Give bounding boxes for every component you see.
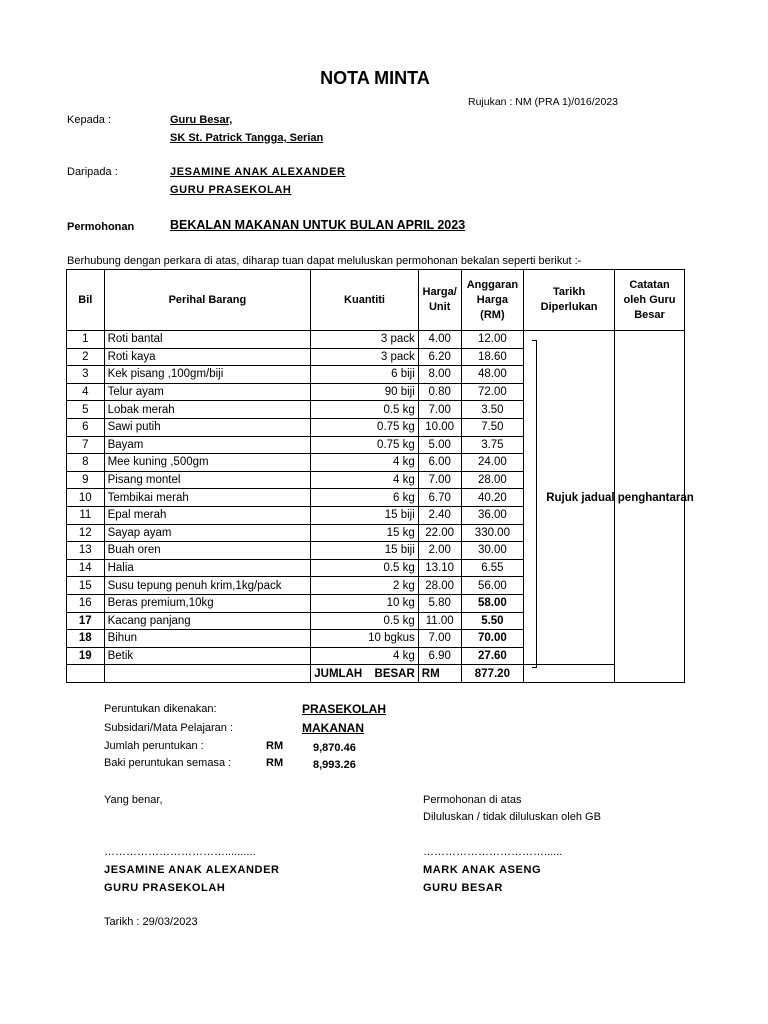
row-budget: 24.00 (461, 454, 524, 472)
row-item: Bayam (104, 436, 311, 454)
header-qty: Kuantiti (311, 270, 419, 331)
allocation-charged-value: PRASEKOLAH (302, 702, 387, 716)
row-item: Pisang montel (104, 471, 311, 489)
row-budget: 28.00 (461, 471, 524, 489)
row-item: Kacang panjang (104, 612, 311, 630)
sign-right-intro1: Permohonan di atas (423, 794, 522, 806)
allocation-subsidy-value: MAKANAN (302, 721, 364, 735)
row-price: 6.90 (418, 647, 461, 665)
row-qty: 4 kg (311, 454, 419, 472)
sign-left-name: JESAMINE ANAK ALEXANDER (104, 864, 280, 876)
gb-note-cell (615, 331, 685, 683)
row-price: 2.40 (418, 506, 461, 524)
from-label: Daripada : (67, 166, 118, 178)
row-budget: 12.00 (461, 331, 524, 349)
row-qty: 0.5 kg (311, 559, 419, 577)
row-bil: 19 (67, 647, 105, 665)
row-qty: 10 kg (311, 594, 419, 612)
row-qty: 0.75 kg (311, 418, 419, 436)
row-price: 8.00 (418, 366, 461, 384)
row-bil: 7 (67, 436, 105, 454)
row-bil: 17 (67, 612, 105, 630)
row-price: 6.00 (418, 454, 461, 472)
delivery-bracket (532, 340, 537, 668)
row-price: 13.10 (418, 559, 461, 577)
row-qty: 3 pack (311, 348, 419, 366)
row-item: Bihun (104, 630, 311, 648)
sign-left-intro: Yang benar, (104, 794, 163, 806)
row-qty: 6 biji (311, 366, 419, 384)
header-price: Harga/ Unit (418, 270, 461, 331)
row-bil: 3 (67, 366, 105, 384)
row-item: Sawi putih (104, 418, 311, 436)
items-table (66, 269, 694, 683)
row-budget: 36.00 (461, 506, 524, 524)
row-bil: 6 (67, 418, 105, 436)
row-bil: 8 (67, 454, 105, 472)
row-qty: 4 kg (311, 471, 419, 489)
row-budget: 48.00 (461, 366, 524, 384)
intro-text: Berhubung dengan perkara di atas, diharap tuan dapat meluluskan permohonan bekalan seperti berikut :- (67, 255, 582, 267)
row-item: Telur ayam (104, 383, 311, 401)
row-price: 7.00 (418, 630, 461, 648)
row-budget: 30.00 (461, 542, 524, 560)
table-header-row (67, 270, 685, 331)
request-subject: BEKALAN MAKANAN UNTUK BULAN APRIL 2023 (170, 218, 466, 232)
row-qty: 2 kg (311, 577, 419, 595)
total-empty-cell (524, 665, 615, 683)
row-price: 28.00 (418, 577, 461, 595)
row-item: Roti kaya (104, 348, 311, 366)
table-row (67, 331, 685, 349)
sign-right-intro2: Diluluskan / tidak diluluskan oleh GB (423, 811, 601, 823)
row-bil: 18 (67, 630, 105, 648)
row-qty: 10 bgkus (311, 630, 419, 648)
request-label: Permohonan (67, 221, 135, 233)
row-budget: 72.00 (461, 383, 524, 401)
row-budget: 3.75 (461, 436, 524, 454)
row-qty: 15 kg (311, 524, 419, 542)
row-item: Tembikai merah (104, 489, 311, 507)
delivery-note: Rujuk jadual penghantaran (524, 331, 615, 665)
row-item: Lobak merah (104, 401, 311, 419)
row-item: Halia (104, 559, 311, 577)
row-item: Mee kuning ,500gm (104, 454, 311, 472)
header-bil: Bil (67, 270, 105, 331)
sign-right-title: GURU BESAR (423, 882, 503, 894)
row-price: 2.00 (418, 542, 461, 560)
row-bil: 2 (67, 348, 105, 366)
row-qty: 0.75 kg (311, 436, 419, 454)
row-item: Kek pisang ,100gm/biji (104, 366, 311, 384)
row-price: 5.00 (418, 436, 461, 454)
total-label-2: BESAR (374, 667, 415, 680)
row-qty: 15 biji (311, 506, 419, 524)
allocation-balance-rm: RM (266, 757, 284, 769)
row-bil: 12 (67, 524, 105, 542)
row-budget: 18.60 (461, 348, 524, 366)
row-price: 6.20 (418, 348, 461, 366)
row-price: 22.00 (418, 524, 461, 542)
from-line2: GURU PRASEKOLAH (170, 184, 292, 196)
total-label (311, 665, 419, 683)
row-item: Epal merah (104, 506, 311, 524)
row-bil: 5 (67, 401, 105, 419)
row-budget: 70.00 (461, 630, 524, 648)
to-label: Kepada : (67, 114, 112, 126)
row-price: 10.00 (418, 418, 461, 436)
sign-right-name: MARK ANAK ASENG (423, 864, 542, 876)
from-line1: JESAMINE ANAK ALEXANDER (170, 166, 346, 178)
row-item: Sayap ayam (104, 524, 311, 542)
row-budget: 40.20 (461, 489, 524, 507)
date-text: Tarikh : 29/03/2023 (104, 916, 198, 928)
sign-left-dots: …………………………….......... (104, 846, 256, 858)
row-qty: 4 kg (311, 647, 419, 665)
row-qty: 0.5 kg (311, 612, 419, 630)
total-currency: RM (418, 665, 461, 683)
row-budget: 3.50 (461, 401, 524, 419)
total-amount: 877.20 (461, 665, 524, 683)
row-item: Beras premium,10kg (104, 594, 311, 612)
row-bil: 13 (67, 542, 105, 560)
header-date: Tarikh Diperlukan (524, 270, 615, 331)
row-price: 0.80 (418, 383, 461, 401)
row-item: Susu tepung penuh krim,1kg/pack (104, 577, 311, 595)
row-bil: 4 (67, 383, 105, 401)
total-empty-cell (104, 665, 311, 683)
document-title: NOTA MINTA (320, 68, 430, 88)
allocation-total-value: 9,870.46 (313, 742, 356, 754)
row-price: 7.00 (418, 471, 461, 489)
allocation-charged-label: Peruntukan dikenakan: (104, 703, 217, 715)
row-item: Roti bantal (104, 331, 311, 349)
row-bil: 15 (67, 577, 105, 595)
row-price: 5.80 (418, 594, 461, 612)
row-price: 6.70 (418, 489, 461, 507)
row-price: 11.00 (418, 612, 461, 630)
row-item: Betik (104, 647, 311, 665)
row-bil: 1 (67, 331, 105, 349)
allocation-total-rm: RM (266, 740, 284, 752)
row-bil: 11 (67, 506, 105, 524)
header-budget: Anggaran Harga (RM) (461, 270, 524, 331)
row-budget: 7.50 (461, 418, 524, 436)
row-price: 7.00 (418, 401, 461, 419)
row-qty: 3 pack (311, 331, 419, 349)
allocation-balance-label: Baki peruntukan semasa : (104, 757, 232, 769)
row-budget: 58.00 (461, 594, 524, 612)
to-line2: SK St. Patrick Tangga, Serian (170, 132, 324, 144)
row-qty: 0.5 kg (311, 401, 419, 419)
row-bil: 10 (67, 489, 105, 507)
row-budget: 6.55 (461, 559, 524, 577)
row-bil: 14 (67, 559, 105, 577)
allocation-subsidy-label: Subsidari/Mata Pelajaran : (104, 722, 234, 734)
total-row (67, 665, 685, 683)
sign-right-dots: ……………………………...... (423, 846, 563, 858)
reference-number: Rujukan : NM (PRA 1)/016/2023 (468, 96, 618, 108)
row-qty: 6 kg (311, 489, 419, 507)
row-qty: 15 biji (311, 542, 419, 560)
header-item: Perihal Barang (104, 270, 311, 331)
row-bil: 16 (67, 594, 105, 612)
row-item: Buah oren (104, 542, 311, 560)
row-budget: 27.60 (461, 647, 524, 665)
row-budget: 56.00 (461, 577, 524, 595)
row-budget: 5.50 (461, 612, 524, 630)
total-empty-cell (67, 665, 105, 683)
allocation-total-label: Jumlah peruntukan : (104, 740, 204, 752)
row-price: 4.00 (418, 331, 461, 349)
header-note: Catatan oleh Guru Besar (615, 270, 685, 331)
sign-left-title: GURU PRASEKOLAH (104, 882, 226, 894)
row-qty: 90 biji (311, 383, 419, 401)
row-bil: 9 (67, 471, 105, 489)
allocation-balance-value: 8,993.26 (313, 759, 356, 771)
to-line1: Guru Besar, (170, 114, 233, 126)
row-budget: 330.00 (461, 524, 524, 542)
total-label-1: JUMLAH (314, 667, 363, 680)
